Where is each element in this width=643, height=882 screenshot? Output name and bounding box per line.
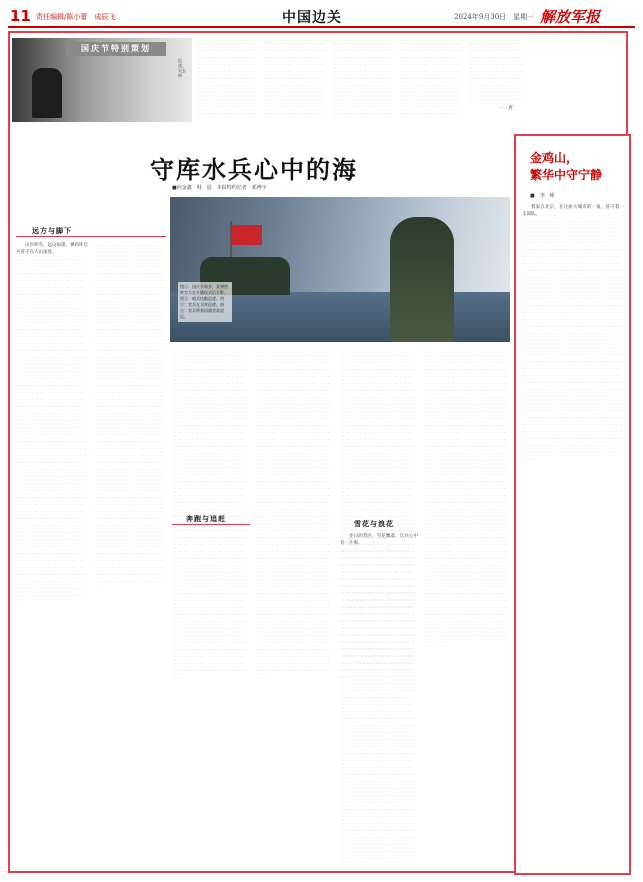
- sidebar-lead: 我家在北京，在这座大城市的一角，驻守着一支部队。: [522, 205, 624, 217]
- section-heading-1-underline: [16, 236, 166, 237]
- article-col-1-lead: 山岸积雪，远山如黛，弹药库官兵驻守在大山深处。: [16, 243, 88, 255]
- main-headline: 守库水兵心中的海: [150, 155, 358, 184]
- article-col-5-lead: 冬日的营区，雪花飘落，官兵心中有一片海。: [340, 534, 418, 546]
- top-signoff: 一一 唐: [498, 106, 513, 111]
- top-column-5: [468, 40, 526, 104]
- article-col-6: [424, 352, 508, 864]
- sidebar-title-line1: 金鸡山，: [530, 151, 579, 165]
- top-photo-caption: 巡逻。吴玄摄: [178, 58, 186, 78]
- issue-date: 2024年9月30日 星期一: [454, 13, 535, 21]
- section-heading-1: 远方与脚下: [32, 226, 72, 235]
- article-col-5-body: [340, 547, 418, 864]
- section-heading-2-underline: [172, 524, 250, 525]
- editors-line: 责任编辑/陈小蕾 成辰飞: [36, 13, 116, 21]
- section-heading-3: 雪花与浪花: [354, 519, 394, 528]
- soldier-figure: [390, 217, 454, 342]
- sidebar-title: [530, 150, 620, 184]
- top-column-4: [400, 40, 464, 120]
- national-flag: [232, 225, 262, 245]
- article-col-1: [16, 242, 88, 862]
- article-col-2: [94, 242, 166, 862]
- soldier-silhouette: [32, 68, 62, 118]
- newspaper-logo: 解放军报: [540, 8, 601, 26]
- article-col-5-top: [340, 352, 418, 508]
- sidebar-author: ■ 李 彬: [530, 193, 555, 199]
- top-column-3: [332, 40, 396, 120]
- sidebar-body-text: [522, 218, 624, 463]
- top-column-2: [264, 40, 328, 120]
- section-title: 中国边关: [282, 10, 342, 26]
- section-heading-2: 奔跑与追赶: [186, 514, 226, 523]
- top-column-1: [196, 40, 260, 120]
- main-byline: ■向金鑫 韩 晨 本报特约记者 邓博宇: [172, 185, 267, 191]
- main-photo-caption: 图①：国庆节前夕，某弹药库官兵在升旗仪式后合影。图②：哨兵执勤巡逻。图③：官兵在水库巡逻。图④：官兵带着国旗登高望远。: [178, 282, 232, 322]
- header-rule: [8, 26, 635, 28]
- article-col-4: [256, 352, 334, 864]
- article-col-5: [340, 352, 418, 864]
- article-col-1-body: [16, 256, 88, 606]
- page-header: [8, 6, 635, 26]
- article-col-3: [172, 352, 250, 864]
- feature-banner: 国庆节特别策划: [66, 42, 166, 56]
- sidebar-title-line2: 繁华中守宁静: [530, 168, 603, 182]
- page-number: 11: [10, 7, 31, 25]
- sidebar-body: [522, 204, 624, 868]
